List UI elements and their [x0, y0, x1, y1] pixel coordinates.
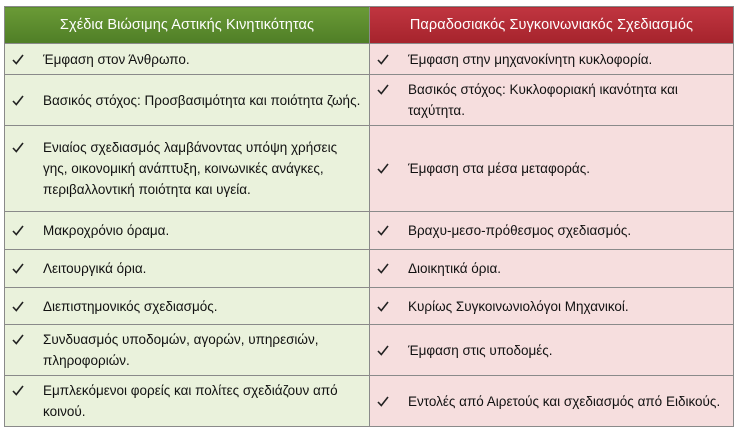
right-cell	[370, 250, 734, 288]
table-row	[5, 212, 734, 250]
right-cell-text: Βραχυ-μεσο-πρόθεσμος σχεδιασμός.	[408, 223, 632, 238]
left-cell	[5, 325, 370, 376]
right-cell-text: Έμφαση στην μηχανοκίνητη κυκλοφορία.	[408, 51, 653, 67]
left-cell-text: Έμφαση στον Άνθρωπο.	[43, 51, 190, 67]
table-row	[5, 44, 734, 75]
left-cell-text: Μακροχρόνιο όραμα.	[43, 223, 170, 238]
checkmark-icon	[376, 296, 390, 317]
right-cell-text: Έμφαση στις υποδομές.	[408, 342, 553, 358]
left-cell-text: Βασικός στόχος: Προσβασιμότητα και ποιότητα ζωής.	[43, 92, 361, 108]
header-traditional-planning: Παραδοσιακός Συγκοινωνιακός Σχεδιασμός	[370, 7, 734, 44]
left-cell-text: Λειτουργικά όρια.	[43, 261, 147, 276]
table-row	[5, 376, 734, 427]
checkmark-icon	[376, 220, 390, 241]
checkmark-icon	[11, 90, 25, 111]
checkmark-icon	[11, 49, 25, 70]
checkmark-icon	[376, 391, 390, 412]
checkmark-icon	[376, 258, 390, 279]
right-cell-text: Εντολές από Αιρετούς και σχεδιασμός από Ειδικούς.	[408, 393, 721, 409]
right-cell-text: Κυρίως Συγκοινωνιολόγοι Μηχανικοί.	[408, 298, 629, 314]
right-cell-text: Βασικός στόχος: Κυκλοφοριακή ικανότητα και ταχύτητα.	[408, 82, 678, 118]
left-cell	[5, 126, 370, 212]
left-cell	[5, 44, 370, 75]
checkmark-icon	[376, 340, 390, 361]
right-cell	[370, 288, 734, 325]
left-cell-text: Ενιαίος σχεδιασμός λαμβάνοντας υπόψη χρήσεις γης, οικονομική ανάπτυξη, κοινωνικές ανάγκες, περιβαλλοντική ποιότητα και υγεία.	[43, 140, 338, 197]
checkmark-icon	[376, 49, 390, 70]
checkmark-icon	[11, 258, 25, 279]
checkmark-icon	[376, 158, 390, 179]
left-cell-text: Εμπλεκόμενοι φορείς και πολίτες σχεδιάζουν από κοινού.	[43, 383, 338, 419]
left-cell	[5, 75, 370, 126]
right-cell	[370, 75, 734, 126]
right-cell	[370, 376, 734, 427]
table-row	[5, 126, 734, 212]
checkmark-icon	[376, 79, 390, 100]
header-sustainable-mobility: Σχέδια Βιώσιμης Αστικής Κινητικότητας	[5, 7, 370, 44]
table-row	[5, 288, 734, 325]
table-row	[5, 250, 734, 288]
right-cell	[370, 126, 734, 212]
checkmark-icon	[11, 380, 25, 401]
left-cell-text: Διεπιστημονικός σχεδιασμός.	[43, 298, 218, 314]
right-cell-text: Διοικητικά όρια.	[408, 261, 501, 276]
comparison-table-wrapper	[4, 6, 733, 419]
right-cell	[370, 325, 734, 376]
right-cell-text: Έμφαση στα μέσα μεταφοράς.	[408, 161, 590, 176]
comparison-table	[4, 6, 734, 427]
right-cell	[370, 212, 734, 250]
left-cell	[5, 376, 370, 427]
header-row	[5, 7, 734, 44]
left-cell	[5, 250, 370, 288]
right-cell	[370, 44, 734, 75]
left-cell	[5, 212, 370, 250]
checkmark-icon	[11, 329, 25, 350]
left-cell	[5, 288, 370, 325]
table-row	[5, 325, 734, 376]
checkmark-icon	[11, 296, 25, 317]
left-cell-text: Συνδυασμός υποδομών, αγορών, υπηρεσιών, πληροφοριών.	[43, 332, 319, 368]
checkmark-icon	[11, 137, 25, 158]
table-row	[5, 75, 734, 126]
checkmark-icon	[11, 220, 25, 241]
